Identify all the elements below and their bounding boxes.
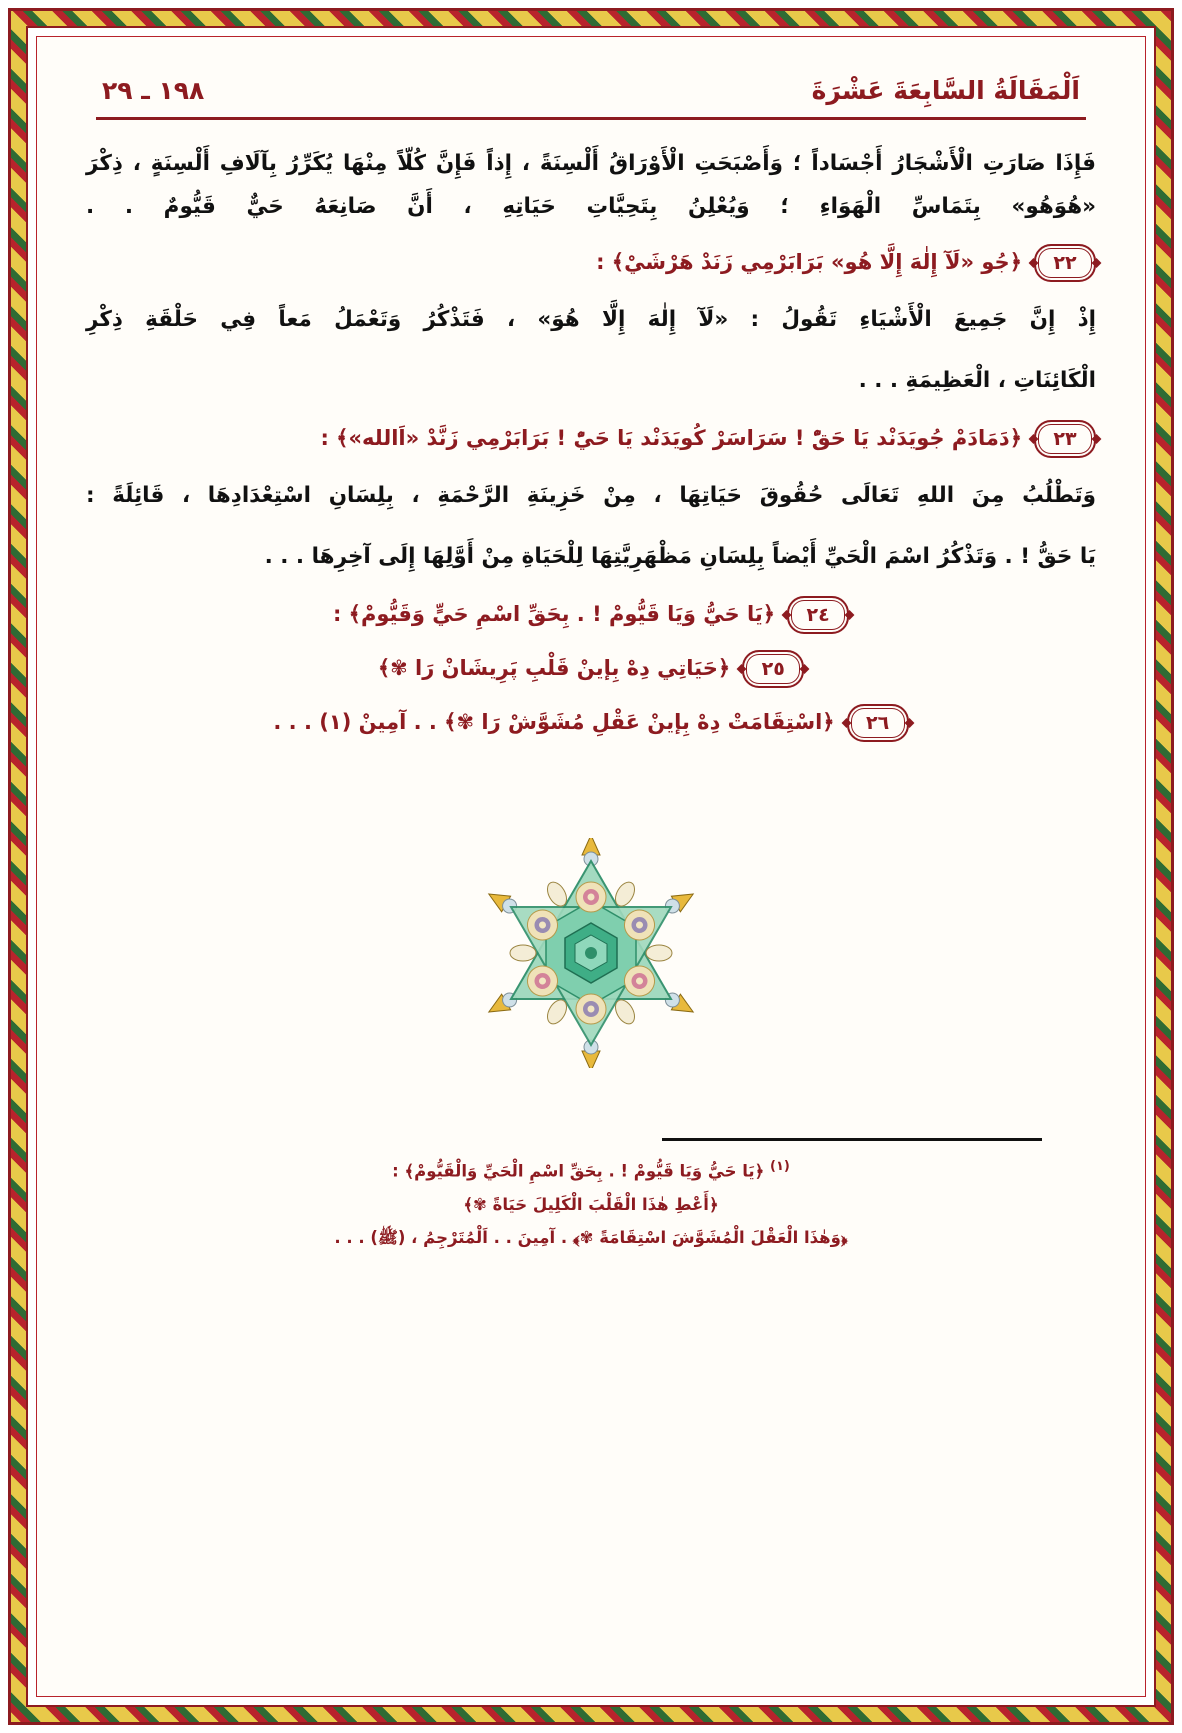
verse-text: ﴿حَيَاتِي دِهْ بِإينْ قَلْبِ پَرِيشَانْ رَا ✾﴾ <box>377 656 731 681</box>
verse-row <box>86 704 1096 742</box>
body-text <box>80 142 1102 742</box>
footnote-line-1 <box>80 1155 1102 1187</box>
verse-text: ﴿جُو «لَآ إِلٰهَ إِلَّا هُو» بَرَابَرْمِي زَنَدْ هَرْشَيْ﴾ : <box>596 250 1022 275</box>
page-number: ١٩٨ ـ ٢٩ <box>102 76 205 105</box>
verse-explanation: وَتَطْلُبُ مِنَ اللهِ تَعَالَى حُقُوقَ حَيَاتِهَا ، مِنْ خَزِينَةِ الرَّحْمَةِ ، بِلِسَانِ اسْتِعْدَادِهَا ، قَائِلَةً : <box>86 483 1096 508</box>
verse-text: ﴿اسْتِقَامَتْ دِهْ بِإينْ عَقْلِ مُشَوَّشْ رَا ✾﴾ . . آمِينْ (١) . . . <box>273 710 835 735</box>
verse-explanation: إِذْ إِنَّ جَمِيعَ الْأَشْيَاءِ تَقُولُ : «لَآ إِلٰهَ إِلَّا هُوَ» ، فَتَذْكُرُ وَتَعْمَلُ مَعاً فِي حَلْقَةِ ذِكْرِ <box>86 307 1096 332</box>
six-pointed-floral-rosette-icon <box>461 838 721 1068</box>
verse-number-badge: ٢٢ <box>1034 244 1096 282</box>
opening-paragraph: فَإِذَا صَارَتِ الْأَشْجَارُ أَجْسَاداً ؛ وَأَصْبَحَتِ الْأَوْرَاقُ أَلْسِنَةً ، إِذاً فَإِنَّ كُلّاً مِنْهَا يُكَرِّرُ بِآلَافِ أَلْسِنَةٍ ، ذِكْرَ «هُوَهُو» بِتَمَاسِّ الْهَوَاءِ ؛ وَيُعْلِنُ بِتَحِيَّاتِ حَيَاتِهِ ، أَنَّ صَانِعَهُ حَيٌّ قَيُّومٌ . . <box>86 151 1096 219</box>
footnote-marker: (١) <box>770 1159 790 1174</box>
footnote-block <box>80 1138 1102 1254</box>
ornament-container <box>80 838 1102 1068</box>
verse-explanation-tail: يَا حَقُّ ! . وَتَذْكُرُ اسْمَ الْحَيِّ أَيْضاً بِلِسَانِ مَظْهَرِيَّتِهَا لِلْحَيَاةِ مِنْ أَوَّلِهَا إِلَى آخِرِهَا . . . <box>264 544 1096 569</box>
verse-text: ﴿يَا حَيُّ وَيَا قَيُّومْ ! . بِحَقِّ اسْمِ حَيٍّ وَقَيُّومْ﴾ : <box>332 602 776 627</box>
page-title: اَلْمَقَالَةُ السَّابِعَةَ عَشْرَةَ <box>811 76 1080 105</box>
footnote-text-1: ﴿يَا حَيُّ وَيَا قَيُّومْ ! . بِحَقِّ اسْمِ الْحَيِّ وَالْقَيُّومْ﴾ : <box>392 1161 765 1181</box>
verse-number-badge: ٢٣ <box>1034 420 1096 458</box>
footnote-line-3: ﴿وَهٰذَا الْعَقْلَ الْمُشَوَّشَ اسْتِقَامَةً ✾﴾ . آمِينَ . . اَلْمُتَرْجِمُ ، (ﷺ) . . . <box>334 1228 848 1248</box>
verse-number-badge: ٢٦ <box>847 704 909 742</box>
verse-row <box>86 244 1096 282</box>
verse-row <box>86 596 1096 634</box>
footnote-divider <box>662 1138 1042 1141</box>
footnote-line-2: ﴿أَعْطِ هٰذَا الْقَلْبَ الْكَلِيلَ حَيَاةً ✾﴾ <box>463 1194 719 1214</box>
page-content <box>46 46 1136 1687</box>
header-divider <box>96 117 1086 120</box>
page-header <box>80 64 1102 109</box>
verse-explanation-tail: الْكَائِنَاتِ ، الْعَظِيمَةِ . . . <box>858 368 1096 393</box>
verse-row <box>86 420 1096 458</box>
verse-number-badge: ٢٤ <box>787 596 849 634</box>
verse-number-badge: ٢٥ <box>742 650 804 688</box>
verse-text: ﴿دَمَادَمْ جُويَدَنْد يَا حَقّْ ! سَرَاسَرْ كُويَدَنْد يَا حَيّْ ! بَرَابَرْمِي زَنَّدْ «اَالله»﴾ : <box>320 426 1022 451</box>
verse-row <box>86 650 1096 688</box>
